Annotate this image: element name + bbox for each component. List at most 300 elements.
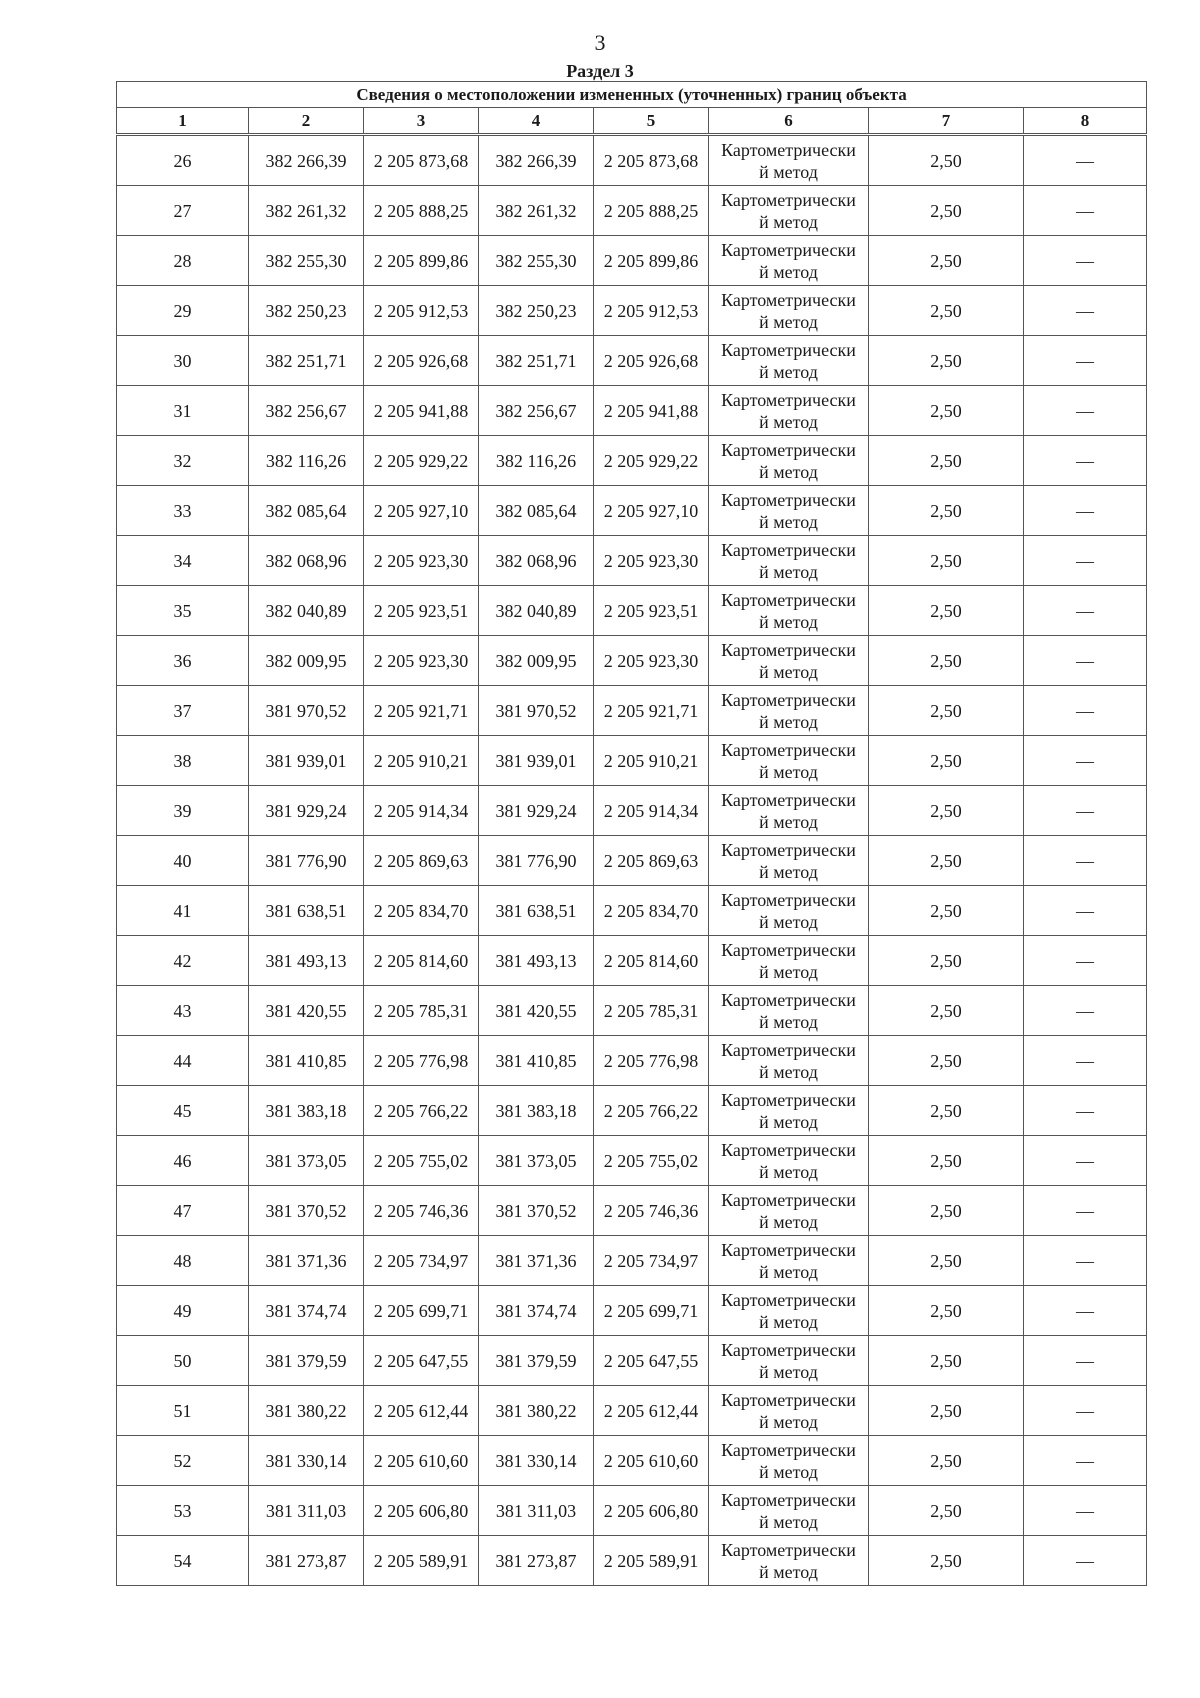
table-row [117,586,1147,636]
method-cell [709,586,869,636]
table-row [117,436,1147,486]
method-text: й метод [759,711,818,732]
method-cell [709,136,869,186]
point-number-cell: 39 [117,786,249,836]
x-new-cell: 382 255,30 [479,236,594,286]
table-row [117,736,1147,786]
method-text: Картометрически [721,1539,856,1560]
description-cell: — [1024,386,1147,436]
column-number-row [117,108,1147,134]
description-cell: — [1024,636,1147,686]
method-cell [709,1086,869,1136]
y-new-cell: 2 205 912,53 [594,286,709,336]
description-cell: — [1024,686,1147,736]
method-cell [709,986,869,1036]
y-new-cell: 2 205 941,88 [594,386,709,436]
x-new-cell: 381 383,18 [479,1086,594,1136]
x-old-cell: 381 273,87 [249,1536,364,1586]
accuracy-cell: 2,50 [869,1086,1024,1136]
y-old-cell: 2 205 785,31 [364,986,479,1036]
y-old-cell: 2 205 612,44 [364,1386,479,1436]
column-number: 5 [594,108,709,134]
x-old-cell: 381 410,85 [249,1036,364,1086]
method-cell [709,1536,869,1586]
coordinates-table [116,81,1147,1586]
x-old-cell: 382 261,32 [249,186,364,236]
method-text: й метод [759,661,818,682]
y-old-cell: 2 205 699,71 [364,1286,479,1336]
method-text: й метод [759,361,818,382]
y-old-cell: 2 205 921,71 [364,686,479,736]
y-new-cell: 2 205 606,80 [594,1486,709,1536]
x-old-cell: 382 085,64 [249,486,364,536]
description-cell: — [1024,1086,1147,1136]
x-new-cell: 382 250,23 [479,286,594,336]
description-cell: — [1024,236,1147,286]
y-new-cell: 2 205 834,70 [594,886,709,936]
table-row [117,1336,1147,1386]
table-row [117,986,1147,1036]
table-row [117,486,1147,536]
table-caption: Сведения о местоположении измененных (уточненных) границ объекта [117,82,1147,108]
x-new-cell: 381 311,03 [479,1486,594,1536]
point-number-cell: 29 [117,286,249,336]
description-cell: — [1024,186,1147,236]
method-text: й метод [759,1511,818,1532]
accuracy-cell: 2,50 [869,186,1024,236]
method-cell [709,336,869,386]
y-new-cell: 2 205 914,34 [594,786,709,836]
x-new-cell: 381 638,51 [479,886,594,936]
accuracy-cell: 2,50 [869,1486,1024,1536]
x-new-cell: 382 256,67 [479,386,594,436]
table-row [117,1086,1147,1136]
description-cell: — [1024,1336,1147,1386]
method-text: Картометрически [721,539,856,560]
accuracy-cell: 2,50 [869,236,1024,286]
method-text: Картометрически [721,739,856,760]
y-new-cell: 2 205 746,36 [594,1186,709,1236]
method-cell [709,1386,869,1436]
description-cell: — [1024,1286,1147,1336]
y-new-cell: 2 205 785,31 [594,986,709,1036]
method-text: й метод [759,911,818,932]
accuracy-cell: 2,50 [869,686,1024,736]
method-text: й метод [759,211,818,232]
y-old-cell: 2 205 776,98 [364,1036,479,1086]
table-row [117,1286,1147,1336]
description-cell: — [1024,286,1147,336]
x-old-cell: 381 330,14 [249,1436,364,1486]
y-old-cell: 2 205 834,70 [364,886,479,936]
method-text: й метод [759,1211,818,1232]
method-cell [709,1486,869,1536]
method-text: Картометрически [721,1389,856,1410]
method-cell [709,1336,869,1386]
table-row [117,1186,1147,1236]
method-text: Картометрически [721,189,856,210]
table-row [117,1036,1147,1086]
y-old-cell: 2 205 912,53 [364,286,479,336]
table-row [117,336,1147,386]
y-old-cell: 2 205 923,51 [364,586,479,636]
y-old-cell: 2 205 888,25 [364,186,479,236]
x-new-cell: 382 085,64 [479,486,594,536]
x-new-cell: 381 410,85 [479,1036,594,1086]
point-number-cell: 26 [117,136,249,186]
column-number: 8 [1024,108,1147,134]
accuracy-cell: 2,50 [869,386,1024,436]
x-new-cell: 381 493,13 [479,936,594,986]
method-cell [709,486,869,536]
point-number-cell: 52 [117,1436,249,1486]
method-text: Картометрически [721,1239,856,1260]
y-new-cell: 2 205 921,71 [594,686,709,736]
method-text: Картометрически [721,1339,856,1360]
method-text: Картометрически [721,939,856,960]
table-row [117,536,1147,586]
method-text: й метод [759,1111,818,1132]
x-old-cell: 381 939,01 [249,736,364,786]
point-number-cell: 48 [117,1236,249,1286]
table-row [117,636,1147,686]
method-text: Картометрически [721,639,856,660]
y-old-cell: 2 205 923,30 [364,636,479,686]
description-cell: — [1024,136,1147,186]
method-text: Картометрически [721,1089,856,1110]
method-text: й метод [759,261,818,282]
table-row [117,1386,1147,1436]
x-new-cell: 381 970,52 [479,686,594,736]
accuracy-cell: 2,50 [869,836,1024,886]
method-text: Картометрически [721,889,856,910]
column-number: 2 [249,108,364,134]
table-row [117,1236,1147,1286]
x-new-cell: 381 776,90 [479,836,594,886]
y-new-cell: 2 205 923,51 [594,586,709,636]
description-cell: — [1024,1036,1147,1086]
method-cell [709,636,869,686]
x-old-cell: 381 420,55 [249,986,364,1036]
y-new-cell: 2 205 888,25 [594,186,709,236]
y-old-cell: 2 205 923,30 [364,536,479,586]
table-row [117,686,1147,736]
accuracy-cell: 2,50 [869,1136,1024,1186]
description-cell: — [1024,1486,1147,1536]
method-text: Картометрически [721,1439,856,1460]
method-cell [709,1186,869,1236]
x-old-cell: 381 493,13 [249,936,364,986]
method-text: Картометрически [721,1039,856,1060]
method-text: й метод [759,311,818,332]
x-old-cell: 382 068,96 [249,536,364,586]
accuracy-cell: 2,50 [869,1536,1024,1586]
point-number-cell: 36 [117,636,249,686]
method-text: й метод [759,461,818,482]
x-new-cell: 381 939,01 [479,736,594,786]
method-text: й метод [759,1311,818,1332]
table-row [117,1536,1147,1586]
column-number: 6 [709,108,869,134]
description-cell: — [1024,986,1147,1036]
point-number-cell: 47 [117,1186,249,1236]
method-cell [709,286,869,336]
method-text: й метод [759,411,818,432]
method-cell [709,786,869,836]
point-number-cell: 30 [117,336,249,386]
method-text: й метод [759,1011,818,1032]
point-number-cell: 49 [117,1286,249,1336]
y-new-cell: 2 205 647,55 [594,1336,709,1386]
y-old-cell: 2 205 873,68 [364,136,479,186]
x-old-cell: 382 116,26 [249,436,364,486]
y-new-cell: 2 205 923,30 [594,536,709,586]
accuracy-cell: 2,50 [869,986,1024,1036]
y-new-cell: 2 205 589,91 [594,1536,709,1586]
description-cell: — [1024,1186,1147,1236]
method-text: Картометрически [721,1139,856,1160]
x-new-cell: 381 420,55 [479,986,594,1036]
y-old-cell: 2 205 929,22 [364,436,479,486]
description-cell: — [1024,736,1147,786]
method-text: й метод [759,1561,818,1582]
accuracy-cell: 2,50 [869,736,1024,786]
method-text: й метод [759,611,818,632]
method-text: й метод [759,1411,818,1432]
accuracy-cell: 2,50 [869,636,1024,686]
page-number: 3 [594,30,606,55]
point-number-cell: 50 [117,1336,249,1386]
method-text: Картометрически [721,1189,856,1210]
accuracy-cell: 2,50 [869,786,1024,836]
y-old-cell: 2 205 589,91 [364,1536,479,1586]
x-new-cell: 382 009,95 [479,636,594,686]
x-old-cell: 382 256,67 [249,386,364,436]
y-new-cell: 2 205 910,21 [594,736,709,786]
point-number-cell: 34 [117,536,249,586]
method-cell [709,1136,869,1186]
y-new-cell: 2 205 776,98 [594,1036,709,1086]
description-cell: — [1024,536,1147,586]
accuracy-cell: 2,50 [869,1236,1024,1286]
accuracy-cell: 2,50 [869,1286,1024,1336]
method-text: Картометрически [721,489,856,510]
y-new-cell: 2 205 612,44 [594,1386,709,1436]
description-cell: — [1024,586,1147,636]
method-text: й метод [759,1361,818,1382]
x-old-cell: 381 970,52 [249,686,364,736]
accuracy-cell: 2,50 [869,536,1024,586]
y-old-cell: 2 205 899,86 [364,236,479,286]
method-text: Картометрически [721,989,856,1010]
y-old-cell: 2 205 869,63 [364,836,479,886]
x-new-cell: 381 380,22 [479,1386,594,1436]
accuracy-cell: 2,50 [869,1036,1024,1086]
table-row [117,286,1147,336]
x-old-cell: 381 776,90 [249,836,364,886]
table-row [117,186,1147,236]
method-cell [709,836,869,886]
method-text: й метод [759,1461,818,1482]
x-new-cell: 381 370,52 [479,1186,594,1236]
method-text: Картометрически [721,239,856,260]
x-new-cell: 382 040,89 [479,586,594,636]
column-number: 7 [869,108,1024,134]
accuracy-cell: 2,50 [869,336,1024,386]
method-text: й метод [759,761,818,782]
x-old-cell: 381 370,52 [249,1186,364,1236]
point-number-cell: 42 [117,936,249,986]
x-new-cell: 382 261,32 [479,186,594,236]
method-text: Картометрически [721,839,856,860]
description-cell: — [1024,436,1147,486]
section-title: Раздел 3 [566,61,634,81]
y-old-cell: 2 205 746,36 [364,1186,479,1236]
y-old-cell: 2 205 926,68 [364,336,479,386]
x-new-cell: 381 371,36 [479,1236,594,1286]
y-old-cell: 2 205 914,34 [364,786,479,836]
x-old-cell: 381 373,05 [249,1136,364,1186]
x-new-cell: 381 929,24 [479,786,594,836]
method-cell [709,886,869,936]
x-old-cell: 382 250,23 [249,286,364,336]
y-new-cell: 2 205 929,22 [594,436,709,486]
accuracy-cell: 2,50 [869,1186,1024,1236]
y-new-cell: 2 205 814,60 [594,936,709,986]
description-cell: — [1024,886,1147,936]
method-text: Картометрически [721,689,856,710]
point-number-cell: 40 [117,836,249,886]
y-new-cell: 2 205 927,10 [594,486,709,536]
point-number-cell: 54 [117,1536,249,1586]
table-body [117,136,1147,1586]
y-new-cell: 2 205 926,68 [594,336,709,386]
x-new-cell: 381 374,74 [479,1286,594,1336]
description-cell: — [1024,486,1147,536]
x-old-cell: 382 040,89 [249,586,364,636]
method-text: й метод [759,811,818,832]
x-old-cell: 381 374,74 [249,1286,364,1336]
method-text: й метод [759,561,818,582]
description-cell: — [1024,1236,1147,1286]
method-cell [709,1286,869,1336]
table-row [117,136,1147,186]
y-new-cell: 2 205 766,22 [594,1086,709,1136]
description-cell: — [1024,836,1147,886]
method-cell [709,1436,869,1486]
y-old-cell: 2 205 734,97 [364,1236,479,1286]
point-number-cell: 38 [117,736,249,786]
point-number-cell: 51 [117,1386,249,1436]
point-number-cell: 46 [117,1136,249,1186]
accuracy-cell: 2,50 [869,1386,1024,1436]
accuracy-cell: 2,50 [869,136,1024,186]
x-new-cell: 381 273,87 [479,1536,594,1586]
description-cell: — [1024,786,1147,836]
y-old-cell: 2 205 814,60 [364,936,479,986]
accuracy-cell: 2,50 [869,436,1024,486]
method-cell [709,386,869,436]
method-text: Картометрически [721,1489,856,1510]
column-number: 1 [117,108,249,134]
x-new-cell: 382 116,26 [479,436,594,486]
y-new-cell: 2 205 873,68 [594,136,709,186]
column-number: 3 [364,108,479,134]
y-old-cell: 2 205 941,88 [364,386,479,436]
x-old-cell: 381 371,36 [249,1236,364,1286]
point-number-cell: 35 [117,586,249,636]
table-row [117,1136,1147,1186]
table-row [117,836,1147,886]
x-old-cell: 382 009,95 [249,636,364,686]
y-new-cell: 2 205 923,30 [594,636,709,686]
point-number-cell: 44 [117,1036,249,1086]
method-text: й метод [759,861,818,882]
y-old-cell: 2 205 927,10 [364,486,479,536]
method-text: Картометрически [721,589,856,610]
x-old-cell: 381 380,22 [249,1386,364,1436]
accuracy-cell: 2,50 [869,936,1024,986]
point-number-cell: 53 [117,1486,249,1536]
point-number-cell: 33 [117,486,249,536]
accuracy-cell: 2,50 [869,586,1024,636]
y-new-cell: 2 205 899,86 [594,236,709,286]
point-number-cell: 27 [117,186,249,236]
x-old-cell: 381 929,24 [249,786,364,836]
table-row [117,886,1147,936]
column-number: 4 [479,108,594,134]
y-old-cell: 2 205 606,80 [364,1486,479,1536]
x-old-cell: 381 379,59 [249,1336,364,1386]
description-cell: — [1024,336,1147,386]
y-new-cell: 2 205 734,97 [594,1236,709,1286]
y-new-cell: 2 205 755,02 [594,1136,709,1186]
method-text: Картометрически [721,289,856,310]
method-cell [709,736,869,786]
table-row [117,386,1147,436]
table-row [117,936,1147,986]
table-row [117,1436,1147,1486]
x-old-cell: 381 311,03 [249,1486,364,1536]
x-old-cell: 382 266,39 [249,136,364,186]
y-old-cell: 2 205 755,02 [364,1136,479,1186]
y-new-cell: 2 205 610,60 [594,1436,709,1486]
point-number-cell: 45 [117,1086,249,1136]
description-cell: — [1024,1136,1147,1186]
y-new-cell: 2 205 869,63 [594,836,709,886]
method-text: й метод [759,961,818,982]
accuracy-cell: 2,50 [869,1436,1024,1486]
point-number-cell: 41 [117,886,249,936]
point-number-cell: 37 [117,686,249,736]
x-new-cell: 382 266,39 [479,136,594,186]
method-text: Картометрически [721,439,856,460]
description-cell: — [1024,1436,1147,1486]
point-number-cell: 32 [117,436,249,486]
description-cell: — [1024,936,1147,986]
x-old-cell: 381 638,51 [249,886,364,936]
accuracy-cell: 2,50 [869,486,1024,536]
table-row [117,786,1147,836]
x-new-cell: 381 379,59 [479,1336,594,1386]
y-old-cell: 2 205 610,60 [364,1436,479,1486]
method-cell [709,186,869,236]
method-text: й метод [759,511,818,532]
method-cell [709,436,869,486]
method-cell [709,1036,869,1086]
method-text: Картометрически [721,389,856,410]
point-number-cell: 43 [117,986,249,1036]
